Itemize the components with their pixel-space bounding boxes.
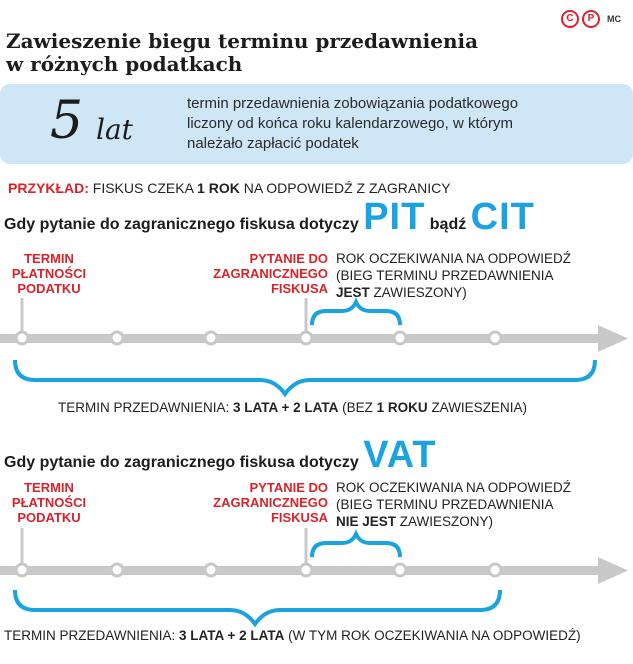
pit-dot xyxy=(111,332,123,344)
logo-p-icon: P xyxy=(582,10,600,28)
info-line-1: termin przedawnienia zobowiązania podatkowego xyxy=(187,95,519,112)
vat-dot xyxy=(16,564,28,576)
vat-wait-brace xyxy=(312,534,400,557)
pit-arrow-icon xyxy=(598,325,628,352)
logo-text: MC xyxy=(607,14,621,24)
pit-desc-3-bold: JEST xyxy=(336,285,370,300)
vat-total-brace xyxy=(15,590,500,624)
example-text-2: 1 ROK xyxy=(197,180,240,196)
pit-heading-text: Gdy pytanie do zagranicznego fiskusa dotyczy xyxy=(4,216,364,233)
pit-dot xyxy=(16,332,28,344)
pit-label-left-1: TERMIN xyxy=(24,251,74,266)
vat-label-mid-1: PYTANIE DO xyxy=(249,480,328,495)
pit-total-brace xyxy=(15,360,595,394)
pit-desc-2: (BIEG TERMINU PRZEDAWNIENIA xyxy=(336,268,554,283)
vat-dot xyxy=(394,564,406,576)
pit-total-c: (BEZ xyxy=(338,400,377,415)
info-line-3: należało zapłacić podatek xyxy=(187,135,359,152)
pit-label: PIT xyxy=(363,196,426,238)
vat-heading-text: Gdy pytanie do zagranicznego fiskusa dotyczy xyxy=(4,454,364,471)
vat-label-left-2: PŁATNOŚCI xyxy=(11,495,87,510)
vat-total-c: (W TYM ROK OCZEKIWANIA NA ODPOWIEDŹ) xyxy=(284,628,581,643)
pit-label-left-3: PODATKU xyxy=(17,281,81,296)
logo-c-icon: C xyxy=(561,10,579,28)
pit-timeline xyxy=(0,298,628,394)
pit-label-mid-2: ZAGRANICZNEGO xyxy=(213,266,328,281)
vat-dot xyxy=(489,564,501,576)
pit-total-b: 3 LATA + 2 LATA xyxy=(233,400,339,415)
vat-dot xyxy=(300,564,312,576)
title-line-1: Zawieszenie biegu terminu przedawnienia xyxy=(6,29,479,53)
pit-label-mid-3: FISKUSA xyxy=(270,281,328,296)
pit-label-mid-1: PYTANIE DO xyxy=(249,251,328,266)
vat-label-left-1: TERMIN xyxy=(24,480,74,495)
pit-desc-3-rest: ZAWIESZONY) xyxy=(369,285,467,300)
vat-label-mid-3: FISKUSA xyxy=(270,510,328,525)
vat-label-mid-2: ZAGRANICZNEGO xyxy=(213,495,328,510)
pit-label-left-2: PŁATNOŚCI xyxy=(11,266,87,281)
vat-total-a: TERMIN PRZEDAWNIENIA: xyxy=(4,628,180,643)
vat-total-b: 3 LATA + 2 LATA xyxy=(179,628,285,643)
example-text-1: FISKUS CZEKA xyxy=(88,180,198,196)
pit-total-e: ZAWIESZENIA) xyxy=(427,400,527,415)
vat-desc-1: ROK OCZEKIWANIA NA ODPOWIEDŹ xyxy=(336,480,572,495)
pit-dot xyxy=(489,332,501,344)
vat-label-left-3: PODATKU xyxy=(17,510,81,525)
pit-total-d: 1 ROKU xyxy=(376,400,428,415)
example-text-3: NA ODPOWIEDŹ Z ZAGRANICY xyxy=(239,180,451,196)
vat-timeline xyxy=(0,528,628,624)
pit-desc-1: ROK OCZEKIWANIA NA ODPOWIEDŹ xyxy=(336,251,572,266)
vat-label: VAT xyxy=(363,434,437,476)
pit-dot xyxy=(394,332,406,344)
vat-dot xyxy=(111,564,123,576)
vat-arrow-icon xyxy=(598,557,628,584)
example-label: PRZYKŁAD: xyxy=(8,180,89,196)
info-unit: lat xyxy=(96,113,133,146)
pit-dot xyxy=(205,332,217,344)
pit-total-a: TERMIN PRZEDAWNIENIA: xyxy=(58,400,234,415)
cit-label: CIT xyxy=(470,196,535,238)
title-line-2: w różnych podatkach xyxy=(6,52,243,76)
pit-dot xyxy=(300,332,312,344)
vat-desc-3-bold: NIE JEST xyxy=(336,514,397,529)
vat-dot xyxy=(205,564,217,576)
vat-desc-3-rest: ZAWIESZONY) xyxy=(396,514,494,529)
vat-desc-2: (BIEG TERMINU PRZEDAWNIENIA xyxy=(336,497,554,512)
pit-conj: bądź xyxy=(425,216,471,233)
info-number: 5 xyxy=(50,91,84,151)
pit-wait-brace xyxy=(312,302,400,325)
info-line-2: liczony od końca roku kalendarzowego, w którym xyxy=(187,115,513,132)
